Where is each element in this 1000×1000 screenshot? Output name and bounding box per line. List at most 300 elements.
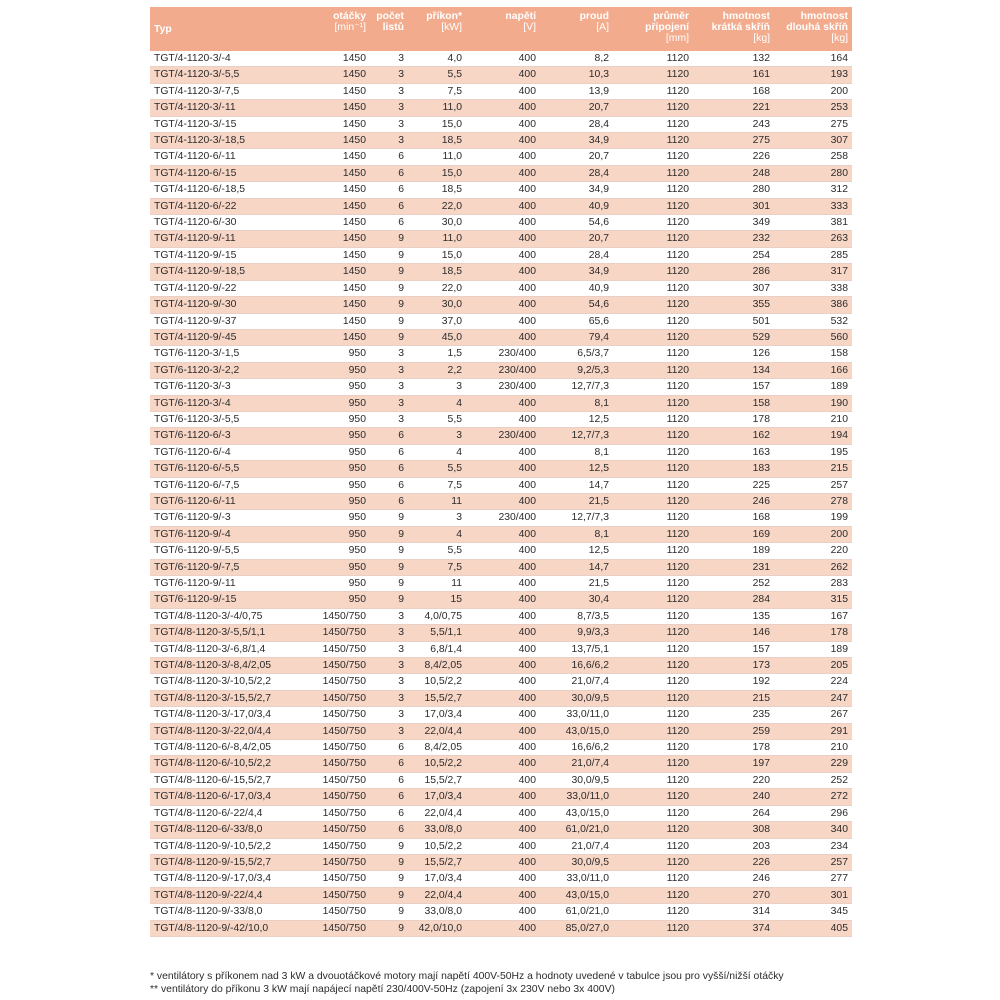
table-row [150,379,852,395]
cell-hmotnost-kratka: 314 [693,904,774,920]
cell-otacky: 1450 [293,182,370,198]
table-row [150,690,852,706]
cell-pocet-listu: 3 [370,379,408,395]
cell-napeti: 400 [466,182,540,198]
cell-napeti: 400 [466,264,540,280]
cell-hmotnost-dlouha: 257 [774,854,852,870]
cell-pocet-listu: 3 [370,116,408,132]
cell-proud: 6,5/3,7 [540,346,613,362]
cell-prikon: 30,0 [408,215,466,231]
cell-prikon: 33,0/8,0 [408,822,466,838]
cell-typ: TGT/4-1120-3/-18,5 [150,133,293,149]
cell-hmotnost-dlouha: 560 [774,329,852,345]
cell-pocet-listu: 3 [370,690,408,706]
cell-prikon: 17,0/3,4 [408,707,466,723]
cell-prumer-pripojeni: 1120 [613,740,693,756]
header-prumer-pripojeni [613,7,693,51]
cell-hmotnost-kratka: 135 [693,608,774,624]
cell-hmotnost-kratka: 275 [693,133,774,149]
cell-napeti: 400 [466,887,540,903]
cell-pocet-listu: 9 [370,887,408,903]
header-otacky [293,7,370,51]
cell-otacky: 1450 [293,297,370,313]
cell-hmotnost-dlouha: 278 [774,493,852,509]
cell-prumer-pripojeni: 1120 [613,772,693,788]
cell-proud: 61,0/21,0 [540,904,613,920]
cell-prikon: 22,0/4,4 [408,723,466,739]
cell-otacky: 950 [293,493,370,509]
cell-prikon: 11,0 [408,100,466,116]
cell-hmotnost-kratka: 264 [693,805,774,821]
table-row [150,658,852,674]
cell-typ: TGT/4/8-1120-6/-15,5/2,7 [150,772,293,788]
cell-otacky: 1450 [293,83,370,99]
cell-prikon: 7,5 [408,559,466,575]
cell-proud: 43,0/15,0 [540,887,613,903]
cell-hmotnost-dlouha: 166 [774,362,852,378]
cell-napeti: 400 [466,444,540,460]
cell-otacky: 1450/750 [293,658,370,674]
cell-napeti: 400 [466,871,540,887]
table-row [150,280,852,296]
cell-otacky: 1450 [293,329,370,345]
cell-napeti: 400 [466,805,540,821]
cell-prikon: 5,5/1,1 [408,625,466,641]
cell-typ: TGT/4-1120-3/-4 [150,51,293,67]
cell-otacky: 1450 [293,231,370,247]
cell-typ: TGT/4/8-1120-3/-4/0,75 [150,608,293,624]
cell-prikon: 22,0/4,4 [408,805,466,821]
cell-hmotnost-dlouha: 252 [774,772,852,788]
cell-hmotnost-dlouha: 210 [774,740,852,756]
table-row [150,83,852,99]
cell-pocet-listu: 3 [370,674,408,690]
table-row [150,576,852,592]
cell-proud: 34,9 [540,264,613,280]
cell-napeti: 400 [466,165,540,181]
cell-pocet-listu: 6 [370,198,408,214]
cell-pocet-listu: 9 [370,264,408,280]
cell-prikon: 22,0/4,4 [408,887,466,903]
cell-napeti: 400 [466,838,540,854]
cell-typ: TGT/6-1120-9/-3 [150,510,293,526]
cell-prumer-pripojeni: 1120 [613,133,693,149]
cell-typ: TGT/4/8-1120-3/-17,0/3,4 [150,707,293,723]
table-row [150,641,852,657]
cell-prumer-pripojeni: 1120 [613,67,693,83]
cell-otacky: 950 [293,543,370,559]
cell-otacky: 1450/750 [293,822,370,838]
cell-prumer-pripojeni: 1120 [613,838,693,854]
cell-hmotnost-dlouha: 258 [774,149,852,165]
header-label-line2: krátká skříň [711,22,770,33]
cell-napeti: 400 [466,215,540,231]
table-row [150,887,852,903]
cell-typ: TGT/4/8-1120-9/-42/10,0 [150,920,293,936]
cell-hmotnost-dlouha: 262 [774,559,852,575]
cell-prumer-pripojeni: 1120 [613,100,693,116]
cell-pocet-listu: 9 [370,920,408,936]
table-row [150,346,852,362]
cell-otacky: 950 [293,362,370,378]
cell-napeti: 400 [466,707,540,723]
header-unit: [kg] [831,33,848,44]
cell-napeti: 400 [466,231,540,247]
cell-napeti: 400 [466,756,540,772]
cell-typ: TGT/4-1120-6/-22 [150,198,293,214]
cell-otacky: 1450/750 [293,723,370,739]
table-row [150,149,852,165]
cell-prumer-pripojeni: 1120 [613,51,693,67]
cell-prikon: 10,5/2,2 [408,838,466,854]
cell-proud: 21,0/7,4 [540,838,613,854]
cell-prumer-pripojeni: 1120 [613,658,693,674]
cell-prikon: 1,5 [408,346,466,362]
table-row [150,772,852,788]
cell-hmotnost-dlouha: 338 [774,280,852,296]
table-row [150,592,852,608]
cell-pocet-listu: 3 [370,133,408,149]
cell-proud: 13,9 [540,83,613,99]
cell-otacky: 1450/750 [293,854,370,870]
cell-hmotnost-dlouha: 247 [774,690,852,706]
cell-prumer-pripojeni: 1120 [613,526,693,542]
cell-hmotnost-kratka: 501 [693,313,774,329]
cell-hmotnost-dlouha: 190 [774,395,852,411]
cell-otacky: 1450 [293,116,370,132]
cell-prikon: 30,0 [408,297,466,313]
cell-napeti: 400 [466,67,540,83]
cell-pocet-listu: 9 [370,592,408,608]
cell-prumer-pripojeni: 1120 [613,182,693,198]
cell-hmotnost-kratka: 161 [693,67,774,83]
cell-hmotnost-dlouha: 193 [774,67,852,83]
cell-proud: 65,6 [540,313,613,329]
cell-hmotnost-kratka: 215 [693,690,774,706]
cell-proud: 21,0/7,4 [540,674,613,690]
cell-prumer-pripojeni: 1120 [613,543,693,559]
cell-hmotnost-dlouha: 263 [774,231,852,247]
cell-napeti: 230/400 [466,510,540,526]
cell-proud: 40,9 [540,280,613,296]
cell-typ: TGT/6-1120-9/-15 [150,592,293,608]
cell-otacky: 950 [293,444,370,460]
table-row [150,165,852,181]
cell-pocet-listu: 9 [370,543,408,559]
cell-typ: TGT/4/8-1120-6/-22/4,4 [150,805,293,821]
table-row [150,231,852,247]
cell-prumer-pripojeni: 1120 [613,395,693,411]
cell-prikon: 8,4/2,05 [408,658,466,674]
cell-proud: 43,0/15,0 [540,723,613,739]
cell-hmotnost-dlouha: 253 [774,100,852,116]
footnotes [150,970,870,996]
cell-napeti: 400 [466,83,540,99]
cell-napeti: 400 [466,740,540,756]
cell-napeti: 400 [466,329,540,345]
cell-hmotnost-kratka: 235 [693,707,774,723]
cell-pocet-listu: 3 [370,100,408,116]
cell-prikon: 45,0 [408,329,466,345]
cell-hmotnost-kratka: 168 [693,510,774,526]
cell-proud: 8,1 [540,395,613,411]
cell-proud: 54,6 [540,215,613,231]
cell-hmotnost-dlouha: 210 [774,411,852,427]
table-row [150,904,852,920]
table-row [150,215,852,231]
cell-hmotnost-kratka: 221 [693,100,774,116]
footnote-2: ** ventilátory do příkonu 3 kW mají napájecí napětí 230/400V-50Hz (zapojení 3x 230V nebo 3x 400V) [150,984,615,995]
cell-napeti: 230/400 [466,379,540,395]
cell-otacky: 1450/750 [293,625,370,641]
cell-pocet-listu: 9 [370,838,408,854]
cell-napeti: 400 [466,543,540,559]
cell-otacky: 1450/750 [293,772,370,788]
cell-otacky: 950 [293,576,370,592]
cell-hmotnost-kratka: 349 [693,215,774,231]
cell-otacky: 950 [293,559,370,575]
cell-prumer-pripojeni: 1120 [613,789,693,805]
cell-prikon: 15,5/2,7 [408,772,466,788]
cell-typ: TGT/4/8-1120-3/-6,8/1,4 [150,641,293,657]
cell-otacky: 950 [293,395,370,411]
cell-hmotnost-kratka: 246 [693,493,774,509]
cell-otacky: 1450/750 [293,887,370,903]
cell-pocet-listu: 9 [370,247,408,263]
cell-napeti: 400 [466,100,540,116]
cell-prumer-pripojeni: 1120 [613,805,693,821]
cell-napeti: 400 [466,576,540,592]
cell-pocet-listu: 6 [370,493,408,509]
cell-hmotnost-kratka: 197 [693,756,774,772]
cell-prikon: 18,5 [408,264,466,280]
cell-proud: 21,5 [540,493,613,509]
cell-otacky: 1450/750 [293,641,370,657]
cell-hmotnost-kratka: 246 [693,871,774,887]
cell-napeti: 400 [466,854,540,870]
cell-hmotnost-kratka: 168 [693,83,774,99]
cell-otacky: 950 [293,592,370,608]
cell-typ: TGT/4/8-1120-3/-8,4/2,05 [150,658,293,674]
table-row [150,395,852,411]
cell-hmotnost-dlouha: 200 [774,526,852,542]
cell-typ: TGT/6-1120-6/-5,5 [150,461,293,477]
cell-prikon: 11 [408,493,466,509]
cell-hmotnost-dlouha: 312 [774,182,852,198]
cell-proud: 30,0/9,5 [540,690,613,706]
cell-prikon: 7,5 [408,83,466,99]
table-row [150,477,852,493]
cell-napeti: 400 [466,198,540,214]
cell-proud: 13,7/5,1 [540,641,613,657]
cell-prumer-pripojeni: 1120 [613,477,693,493]
cell-hmotnost-dlouha: 307 [774,133,852,149]
cell-hmotnost-dlouha: 386 [774,297,852,313]
cell-hmotnost-dlouha: 317 [774,264,852,280]
header-label: příkon* [426,11,462,22]
cell-prikon: 15,5/2,7 [408,690,466,706]
cell-otacky: 950 [293,510,370,526]
cell-hmotnost-kratka: 162 [693,428,774,444]
cell-typ: TGT/4-1120-3/-11 [150,100,293,116]
cell-typ: TGT/4/8-1120-9/-10,5/2,2 [150,838,293,854]
cell-prumer-pripojeni: 1120 [613,887,693,903]
cell-pocet-listu: 6 [370,444,408,460]
cell-hmotnost-dlouha: 272 [774,789,852,805]
cell-hmotnost-dlouha: 277 [774,871,852,887]
cell-typ: TGT/4-1120-9/-15 [150,247,293,263]
cell-hmotnost-kratka: 158 [693,395,774,411]
cell-hmotnost-dlouha: 296 [774,805,852,821]
cell-pocet-listu: 9 [370,904,408,920]
cell-otacky: 950 [293,346,370,362]
cell-typ: TGT/4/8-1120-6/-33/8,0 [150,822,293,838]
table-row [150,723,852,739]
table-row [150,526,852,542]
cell-prikon: 7,5 [408,477,466,493]
header-label: hmotnost [800,11,848,22]
header-label-line2: dlouhá skříň [786,22,848,33]
cell-prumer-pripojeni: 1120 [613,411,693,427]
cell-hmotnost-kratka: 270 [693,887,774,903]
cell-proud: 33,0/11,0 [540,789,613,805]
cell-prumer-pripojeni: 1120 [613,444,693,460]
table-row [150,67,852,83]
table-header [150,7,852,51]
cell-prumer-pripojeni: 1120 [613,149,693,165]
cell-typ: TGT/4/8-1120-6/-8,4/2,05 [150,740,293,756]
footnote-1: * ventilátory s příkonem nad 3 kW a dvouotáčkové motory mají napětí 400V-50Hz a hodnoty uvedené v tabulce jsou pro vyšší/nižší otáčky [150,971,784,982]
cell-hmotnost-kratka: 132 [693,51,774,67]
cell-prumer-pripojeni: 1120 [613,822,693,838]
cell-hmotnost-kratka: 226 [693,854,774,870]
cell-prikon: 15,5/2,7 [408,854,466,870]
header-prikon [408,7,466,51]
cell-pocet-listu: 6 [370,740,408,756]
table-row [150,444,852,460]
cell-hmotnost-dlouha: 257 [774,477,852,493]
cell-hmotnost-dlouha: 333 [774,198,852,214]
cell-hmotnost-kratka: 374 [693,920,774,936]
table-row [150,854,852,870]
cell-napeti: 400 [466,690,540,706]
cell-hmotnost-kratka: 163 [693,444,774,460]
cell-typ: TGT/4/8-1120-9/-22/4,4 [150,887,293,903]
cell-prumer-pripojeni: 1120 [613,871,693,887]
cell-prumer-pripojeni: 1120 [613,625,693,641]
cell-hmotnost-dlouha: 275 [774,116,852,132]
cell-prumer-pripojeni: 1120 [613,707,693,723]
cell-typ: TGT/4-1120-6/-11 [150,149,293,165]
cell-otacky: 1450/750 [293,920,370,936]
header-unit: [mm] [665,33,689,44]
cell-napeti: 400 [466,133,540,149]
cell-typ: TGT/4-1120-9/-30 [150,297,293,313]
cell-otacky: 1450 [293,313,370,329]
cell-pocet-listu: 3 [370,51,408,67]
cell-pocet-listu: 9 [370,231,408,247]
cell-prikon: 10,5/2,2 [408,756,466,772]
cell-typ: TGT/4-1120-9/-11 [150,231,293,247]
cell-prumer-pripojeni: 1120 [613,165,693,181]
cell-prumer-pripojeni: 1120 [613,854,693,870]
cell-hmotnost-kratka: 529 [693,329,774,345]
cell-pocet-listu: 6 [370,461,408,477]
cell-hmotnost-dlouha: 345 [774,904,852,920]
cell-prikon: 42,0/10,0 [408,920,466,936]
cell-prikon: 5,5 [408,411,466,427]
cell-hmotnost-kratka: 248 [693,165,774,181]
table-row [150,100,852,116]
cell-napeti: 400 [466,723,540,739]
cell-hmotnost-dlouha: 267 [774,707,852,723]
cell-napeti: 400 [466,772,540,788]
cell-pocet-listu: 9 [370,510,408,526]
cell-typ: TGT/6-1120-3/-5,5 [150,411,293,427]
cell-pocet-listu: 3 [370,83,408,99]
cell-proud: 34,9 [540,133,613,149]
cell-prikon: 3 [408,379,466,395]
cell-otacky: 1450 [293,215,370,231]
cell-napeti: 400 [466,559,540,575]
cell-otacky: 950 [293,428,370,444]
cell-napeti: 230/400 [466,428,540,444]
table-row [150,247,852,263]
cell-napeti: 400 [466,904,540,920]
cell-proud: 12,5 [540,543,613,559]
table-row [150,674,852,690]
cell-hmotnost-dlouha: 315 [774,592,852,608]
cell-typ: TGT/4-1120-9/-37 [150,313,293,329]
cell-hmotnost-kratka: 308 [693,822,774,838]
cell-napeti: 400 [466,641,540,657]
cell-proud: 12,5 [540,461,613,477]
table-row [150,264,852,280]
header-hmotnost-kratka [693,7,774,51]
header-row [150,7,852,51]
cell-proud: 21,5 [540,576,613,592]
cell-napeti: 400 [466,51,540,67]
cell-proud: 28,4 [540,247,613,263]
cell-prikon: 15,0 [408,165,466,181]
cell-typ: TGT/6-1120-3/-1,5 [150,346,293,362]
table-row [150,756,852,772]
cell-prikon: 3 [408,510,466,526]
spec-table-container [150,7,852,937]
cell-otacky: 1450 [293,198,370,214]
cell-pocet-listu: 9 [370,297,408,313]
cell-prumer-pripojeni: 1120 [613,346,693,362]
cell-hmotnost-kratka: 126 [693,346,774,362]
cell-otacky: 1450 [293,247,370,263]
cell-proud: 21,0/7,4 [540,756,613,772]
cell-otacky: 950 [293,477,370,493]
cell-proud: 34,9 [540,182,613,198]
cell-typ: TGT/4-1120-6/-15 [150,165,293,181]
cell-hmotnost-kratka: 254 [693,247,774,263]
cell-napeti: 400 [466,920,540,936]
cell-pocet-listu: 9 [370,559,408,575]
cell-hmotnost-dlouha: 280 [774,165,852,181]
table-row [150,789,852,805]
cell-prumer-pripojeni: 1120 [613,674,693,690]
cell-prumer-pripojeni: 1120 [613,362,693,378]
cell-prumer-pripojeni: 1120 [613,756,693,772]
cell-hmotnost-kratka: 178 [693,740,774,756]
cell-hmotnost-kratka: 220 [693,772,774,788]
cell-typ: TGT/4-1120-9/-22 [150,280,293,296]
cell-pocet-listu: 3 [370,67,408,83]
